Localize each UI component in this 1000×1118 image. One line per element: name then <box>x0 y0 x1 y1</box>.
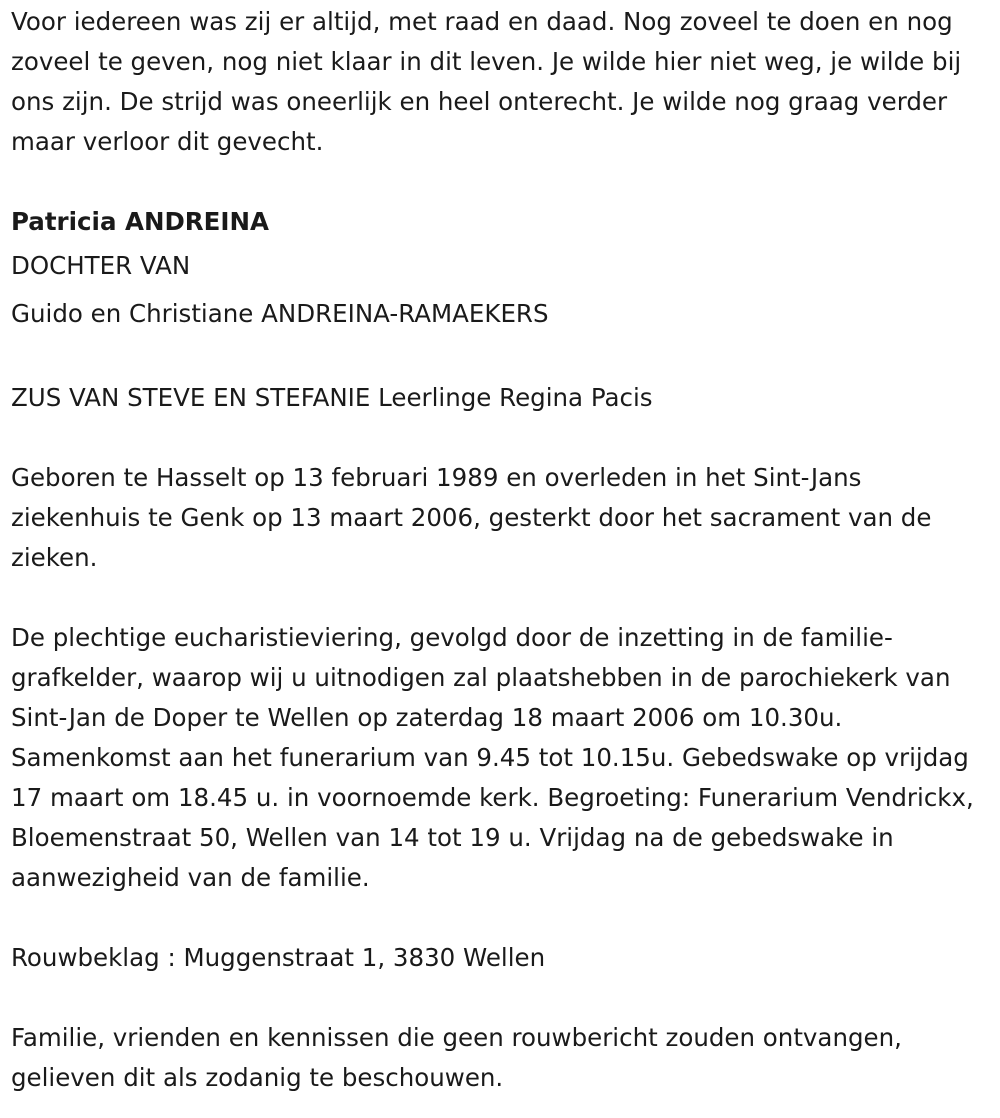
birth-death-paragraph: Geboren te Hasselt op 13 februari 1989 en overleden in het Sint-Jans ziekenhuis te Genk op 13 maart 2006, gesterkt door het sacrament van de zieken. <box>11 463 932 572</box>
relation-title: DOCHTER VAN <box>11 251 191 280</box>
condolence-address: Rouwbeklag : Muggenstraat 1, 3830 Wellen <box>11 943 546 972</box>
siblings-line: ZUS VAN STEVE EN STEFANIE Leerlinge Regina Pacis <box>11 383 653 412</box>
notice-paragraph: Familie, vrienden en kennissen die geen rouwbericht zouden ontvangen, gelieven dit als zodanig te beschouwen. <box>11 1023 902 1092</box>
obituary-document <box>11 2 986 1098</box>
intro-paragraph: Voor iedereen was zij er altijd, met raad en daad. Nog zoveel te doen en nog zoveel te geven, nog niet klaar in dit leven. Je wilde hier niet weg, je wilde bij ons zijn. De strijd was oneerlijk en heel onterecht. Je wilde nog graag verder maar verloor dit gevecht. <box>11 7 962 156</box>
ceremony-paragraph: De plechtige eucharistieviering, gevolgd door de inzetting in de familie-grafkelder, waarop wij u uitnodigen zal plaatshebben in de parochiekerk van Sint-Jan de Doper te Wellen op zaterdag 18 maart 2006 om 10.30u. Samenkomst aan het funerarium van 9.45 tot 10.15u. Gebedswake op vrijdag 17 maart om 18.45 u. in voornoemde kerk. Begroeting: Funerarium Vendrickx, Bloemenstraat 50, Wellen van 14 tot 19 u. Vrijdag na de gebedswake in aanwezigheid van de familie. <box>11 623 974 892</box>
parents-names: Guido en Christiane ANDREINA-RAMAEKERS <box>11 299 549 328</box>
deceased-name: Patricia ANDREINA <box>11 207 269 236</box>
